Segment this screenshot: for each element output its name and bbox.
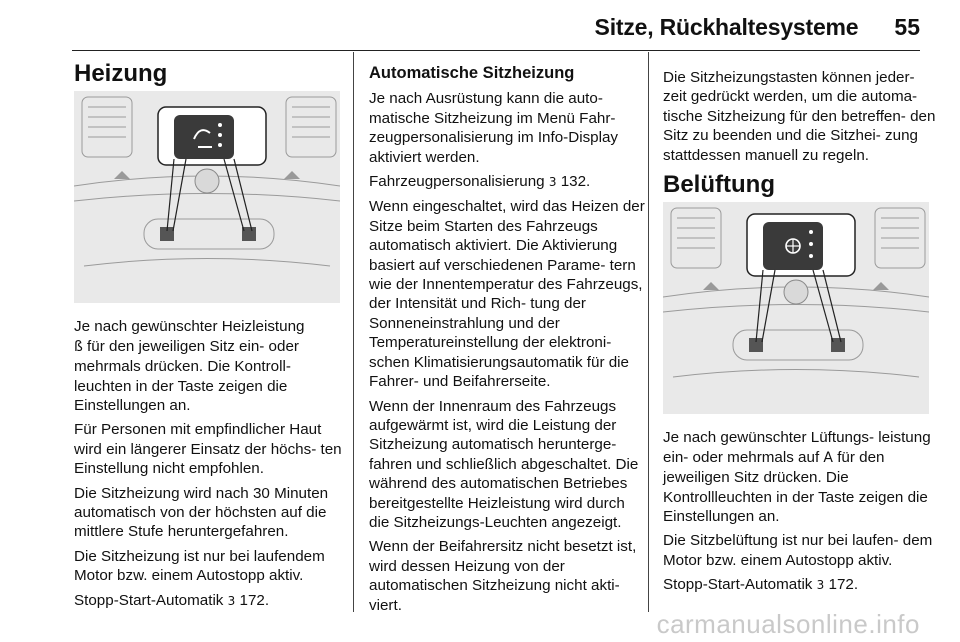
seat-ventilation-illustration [663,202,929,414]
ref-page: 172. [828,576,859,594]
text: für den jeweiligen Sitz ein- oder mehrmals drücken. Die Kontroll- leuchten in der Taste zeigen die Einstellungen an. [74,337,299,415]
page-header [595,14,920,50]
text: Je nach gewünschter Heizleistung [74,318,305,336]
paragraph-auto-3: Wenn der Innenraum des Fahrzeugs aufgewärmt ist, wird die Leistung der Sitzheizung automatisch herunterge- fahren und schließlich abgeschaltet. Die während des automatischen Betriebes bereitgestellte Heizleistung wird durch die Sitzheizungs-Leuchten angezeigt. [369,397,639,531]
heading-belueftung: Belüftung [663,171,775,199]
paragraph-vent-2: Die Sitzbelüftung ist nur bei laufen- dem Motor bzw. einem Autostopp aktiv. [663,532,933,569]
paragraph-auto-1: Je nach Ausrüstung kann die auto- matische Sitzheizung im Menü Fahr- zeugpersonalisierung im Info-Display aktiviert werden. [369,90,619,166]
page-number: 55 [894,14,920,40]
heading-auto-seat-heating: Automatische Sitzheizung [369,64,575,82]
ref-page: 172. [239,591,270,609]
paragraph-auto-4: Wenn der Beifahrersitz nicht besetzt ist, wird dessen Heizung von der automatischen Sitzheizung nicht akti- viert. [369,538,637,614]
paragraph-heating-1 [74,317,350,415]
text: für den jeweiligen Sitz drücken. Die Kontrollleuchten in der Taste zeigen die Einstellungen an. [663,448,928,526]
header-rule [72,50,920,51]
paragraph-heating-2: Für Personen mit empfindlicher Haut wird ein längerer Einsatz der höchs- ten Einstellung nicht empfohlen. [74,421,342,478]
heading-heizung: Heizung [74,60,168,87]
paragraph-heating-4: Die Sitzheizung ist nur bei laufendem Motor bzw. einem Autostopp aktiv. [74,547,325,585]
page-ref-icon: 3 [548,175,557,190]
column-auto-seat-heating [369,60,645,620]
seat-heating-illustration [74,91,340,303]
ref-page: 132. [560,173,591,191]
column-divider-2 [648,52,649,612]
column-divider-1 [353,52,354,612]
seat-heating-icon: ß [74,338,83,355]
paragraph-auto-2: Wenn eingeschaltet, wird das Heizen der Sitze beim Starten des Fahrzeugs automatisch aktiviert. Die Aktivierung basiert auf verschiedenen Parame- tern wie der Innentemperatur des Fahrzeugs, der Intensität und Rich- tung der Sonneneinstrahlung und der Temperatureinstellung der elektroni- schen Klimatisierungsautomatik für die Fahrer- und Beifahrerseite. [369,198,645,391]
figure-seat-ventilation [663,202,929,414]
text: Je nach gewünschter Lüftungs- leistung ein- oder mehrmals auf [663,429,931,466]
paragraph-heating-3: Die Sitzheizung wird nach 30 Minuten automatisch von der höchsten auf die mittlere Stufe heruntergefahren. [74,484,329,541]
ref-label: Stopp-Start-Automatik [663,576,813,594]
page-ref-icon: 3 [816,578,825,593]
seat-ventilation-icon: A [823,449,833,466]
ref-label: Fahrzeugpersonalisierung [369,173,545,191]
paragraph-auto-5: Die Sitzheizungstasten können jeder- zeit gedrückt werden, um die automa- tische Sitzheizung für den betreffen- den Sitz zu beenden und die Sitzhei- zung stattdessen manuell zu regeln. [663,69,936,164]
paragraph-vent-1 [663,428,939,526]
page-ref-icon: 3 [227,593,236,608]
cross-reference [74,591,350,611]
column-heizung [74,60,350,616]
column-belueftung [663,68,939,601]
ref-label: Stopp-Start-Automatik [74,591,224,609]
cross-reference [369,172,645,192]
cross-reference [663,575,939,595]
watermark: carmanualsonline.info [656,609,920,639]
section-title: Sitze, Rückhaltesysteme [594,14,859,40]
figure-seat-heating [74,91,340,303]
